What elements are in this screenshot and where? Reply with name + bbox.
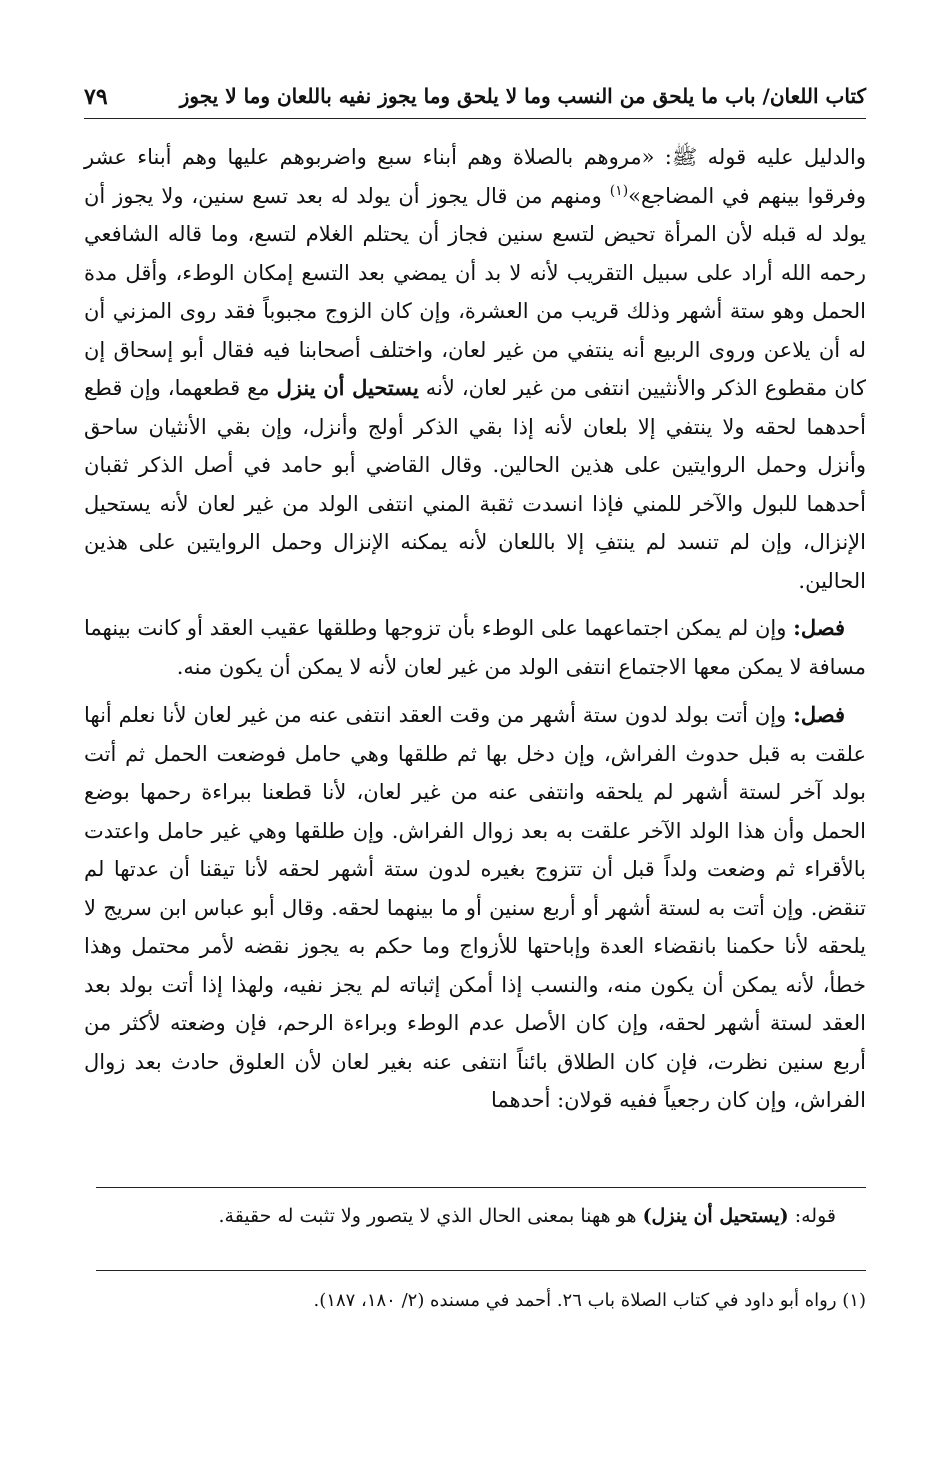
footnote-divider xyxy=(96,1270,866,1271)
section-fasl-2 xyxy=(84,696,866,1120)
page-header xyxy=(84,78,866,119)
section-text: وإن أتت بولد لدون ستة أشهر من وقت العقد انتفى عنه من غير لعان لأنا نعلم أنها علقت به قبل حدوث الفراش، وإن دخل بها ثم طلقها وهي حامل فوضعت الحمل ثم أتت بولد آخر لستة أشهر لم يلحقه وانتفى عنه من غير لعان، لأنا قطعنا ببراءة رحمها بوضع الحمل وأن هذا الولد الآخر علقت به بعد زوال الفراش. وإن طلقها وهي غير حامل واعتدت بالأقراء ثم وضعت ولداً قبل أن تتزوج بغيره لدون ستة أشهر لحقه لأنا تيقنا أن عدتها لم تنقض. وإن أتت به لستة أشهر أو أربع سنين أو ما بينهما لحقه. وقال أبو عباس ابن سريج لا يلحقه لأنا حكمنا بانقضاء العدة وإباحتها للأزواج وما حكم به يجوز نقضه لأمر محتمل وهذا خطأ، لأنه يمكن أن يكون منه، والنسب إذا أمكن إثباته لم يجز نفيه، ولهذا إذا أتت بولد بعد العقد لستة أشهر لحقه، وإن كان الأصل عدم الوطء وبراءة الرحم، فإن وضعته لأكثر من أربع سنين نظرت، فإن كان الطلاق بائناً انتفى عنه بغير لعان لأن العلوق حادث بعد زوال الفراش، وإن كان رجعياً ففيه قولان: أحدهما xyxy=(84,703,866,1112)
paragraph-evidence xyxy=(84,138,866,600)
footnote-reference: (١) xyxy=(609,182,629,199)
footnote-marker: (١) xyxy=(842,1290,866,1311)
running-head: كتاب اللعان/ باب ما يلحق من النسب وما لا يلحق وما يجوز نفيه باللعان وما لا يجوز xyxy=(179,84,866,108)
paragraph-text: ومنهم من قال يجوز أن يولد له بعد تسع سنين، ولا يجوز أن يولد له قبله لأن المرأة تحيض لتسع سنين فجاز أن يحتلم الغلام لتسع، وما قاله الشافعي رحمه الله أراد على سبيل التقريب لأنه لا بد أن يمضي بعد التسع إمكان الوطء، وأقل مدة الحمل وهو ستة أشهر وذلك قريب من العشرة، وإن كان الزوج مجبوباً فقد روى المزني أن له أن يلاعن وروى الربيع أنه ينتفي من غير لعان، واختلف أصحابنا فيه فقال أبو إسحاق إن كان مقطوع الذكر والأنثيين انتفى من غير لعان، لأنه xyxy=(84,183,867,400)
footnote xyxy=(84,1284,866,1318)
page-number: ٧٩ xyxy=(84,84,108,110)
section-label: فصل: xyxy=(793,702,845,727)
section-label: فصل: xyxy=(793,615,845,640)
bold-term: يستحيل أن ينزل xyxy=(276,375,419,400)
main-text xyxy=(84,138,866,1120)
commentary-note xyxy=(84,1198,866,1234)
section-text: وإن لم يمكن اجتماعهما على الوطء بأن تزوجها وطلقها عقيب العقد أو كانت بينهما مسافة لا يمكن معها الاجتماع انتفى الولد من غير لعان لأنه لا يمكن أن يكون منه. xyxy=(83,616,866,679)
commentary-term: (يستحيل أن ينزل) xyxy=(642,1205,789,1227)
commentary-text: هو ههنا بمعنى الحال الذي لا يتصور ولا تثبت له حقيقة. xyxy=(218,1205,643,1227)
footnote-text: رواه أبو داود في كتاب الصلاة باب ٢٦. أحمد في مسنده (٢/ ١٨٠، ١٨٧). xyxy=(313,1290,843,1311)
paragraph-text: مع قطعهما، وإن قطع أحدهما لحقه ولا ينتفي إلا بلعان لأنه إذا بقي الذكر أولج وأنزل، وإن بقي الأنثيان ساحق وأنزل وحمل الروايتين على هذين الحالين. وقال القاضي أبو حامد في أصل الذكر ثقبان أحدهما للبول والآخر للمني فإذا انسدت ثقبة المني انتفى الولد من غير لعان لأنه يستحيل الإنزال، وإن لم تنسد لم ينتفِ إلا باللعان لأنه يمكنه الإنزال وحمل الروايتين على هذين الحالين. xyxy=(84,376,866,593)
commentary-divider xyxy=(96,1187,866,1188)
section-fasl-1 xyxy=(84,609,866,686)
commentary-lead: قوله: xyxy=(788,1205,836,1227)
paragraph-text: والدليل عليه قوله ﷺ: «مروهم بالصلاة وهم أبناء سبع واضربوهم عليها وهم أبناء عشر وفرقوا بينهم في المضاجع» xyxy=(84,145,866,208)
